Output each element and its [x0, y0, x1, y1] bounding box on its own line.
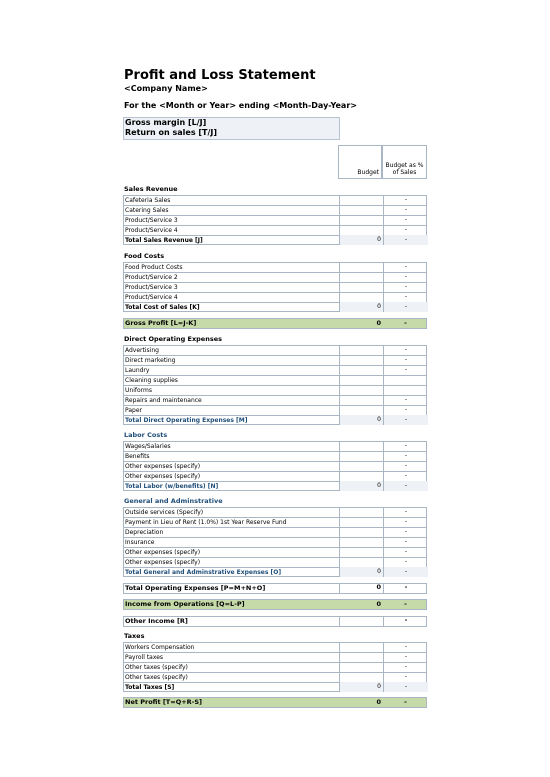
gross-profit-label: Gross Profit [L=J-K]: [125, 319, 197, 327]
total-row: [123, 567, 427, 577]
table-row: [123, 557, 427, 567]
budget-cell[interactable]: [339, 272, 383, 282]
row-label: Benefits: [125, 453, 150, 460]
income-operations-value: 0: [376, 600, 381, 608]
other-income-row: [123, 616, 427, 627]
row-label: Other expenses (specify): [125, 559, 201, 566]
pct-cell: -: [383, 527, 428, 537]
row-label: Other expenses (specify): [125, 473, 201, 480]
row-label: Direct marketing: [125, 357, 176, 364]
pct-cell: -: [383, 395, 428, 405]
pct-cell: -: [383, 471, 428, 481]
pct-cell: -: [383, 282, 428, 292]
pct-cell: -: [383, 205, 428, 215]
pct-cell: -: [383, 195, 428, 205]
total-label: Total Taxes [S]: [125, 684, 175, 691]
table-row: [123, 451, 427, 461]
row-label: Paper: [125, 407, 142, 414]
budget-cell[interactable]: [339, 537, 383, 547]
table-row: [123, 527, 427, 537]
other-income-value[interactable]: [339, 616, 383, 627]
pct-cell: -: [383, 272, 428, 282]
budget-cell[interactable]: [339, 547, 383, 557]
row-label: Repairs and maintenance: [125, 397, 202, 404]
table-row: [123, 405, 427, 415]
total-row: [123, 415, 427, 425]
pct-cell: -: [383, 405, 428, 415]
pct-cell: -: [383, 365, 428, 375]
pct-cell: -: [383, 415, 428, 425]
pct-cell: -: [383, 672, 428, 682]
budget-cell[interactable]: [339, 507, 383, 517]
pct-cell: -: [383, 547, 428, 557]
row-label: Other expenses (specify): [125, 463, 201, 470]
budget-column-header: Budget: [338, 145, 382, 179]
budget-cell[interactable]: [339, 375, 383, 385]
pct-cell: -: [383, 642, 428, 652]
pct-cell: -: [383, 682, 428, 692]
table-row: [123, 292, 427, 302]
row-label: Insurance: [125, 539, 155, 546]
pct-cell: [383, 385, 428, 395]
pct-cell: -: [383, 662, 428, 672]
table-row: [123, 205, 427, 215]
row-label: Product/Service 4: [125, 294, 178, 301]
pct-cell: -: [383, 355, 428, 365]
total-value: 0: [339, 481, 383, 491]
total-row: [123, 302, 427, 312]
budget-cell[interactable]: [339, 662, 383, 672]
table-row: [123, 672, 427, 682]
pct-cell: -: [383, 215, 428, 225]
budget-cell[interactable]: [339, 557, 383, 567]
pct-cell: -: [383, 461, 428, 471]
return-on-sales-label: Return on sales [T/J]: [125, 128, 218, 137]
budget-cell[interactable]: [339, 292, 383, 302]
table-row: [123, 395, 427, 405]
table-row: [123, 355, 427, 365]
period-line: For the <Month or Year> ending <Month-Day-Year>: [124, 101, 357, 110]
row-label: Payment in Lieu of Rent (1.0%) 1st Year Reserve Fund: [125, 519, 287, 526]
budget-cell[interactable]: [339, 441, 383, 451]
budget-pct-column-header: Budget as % of Sales: [382, 145, 427, 179]
table-row: [123, 507, 427, 517]
company-name: <Company Name>: [124, 84, 208, 93]
table-row: [123, 642, 427, 652]
table-row: [123, 345, 427, 355]
budget-cell[interactable]: [339, 451, 383, 461]
total-label: Total Direct Operating Expenses [M]: [125, 417, 248, 424]
total-value: 0: [339, 235, 383, 245]
other-income-label: Other Income [R]: [125, 617, 188, 625]
pct-cell: -: [383, 507, 428, 517]
total-row: [123, 481, 427, 491]
total-value: 0: [339, 302, 383, 312]
budget-cell[interactable]: [339, 527, 383, 537]
row-label: Catering Sales: [125, 207, 169, 214]
table-row: [123, 441, 427, 451]
row-label: Outside services (Specify): [125, 509, 204, 516]
budget-cell[interactable]: [339, 405, 383, 415]
total-label: Total Sales Revenue [J]: [125, 237, 203, 244]
table-row: [123, 282, 427, 292]
pct-cell: -: [383, 481, 428, 491]
pct-cell: -: [383, 262, 428, 272]
table-row: [123, 365, 427, 375]
budget-cell[interactable]: [339, 672, 383, 682]
total-value: 0: [339, 415, 383, 425]
row-label: Other expenses (specify): [125, 549, 201, 556]
section-heading: Sales Revenue: [124, 185, 178, 193]
table-row: [123, 662, 427, 672]
table-row: [123, 215, 427, 225]
pct-cell: -: [383, 537, 428, 547]
table-row: [123, 652, 427, 662]
table-row: [123, 517, 427, 527]
budget-cell[interactable]: [339, 345, 383, 355]
pct-cell: -: [404, 600, 407, 608]
budget-cell[interactable]: [339, 471, 383, 481]
table-row: [123, 272, 427, 282]
pct-cell: -: [383, 616, 428, 627]
budget-cell[interactable]: [339, 215, 383, 225]
budget-cell[interactable]: [339, 652, 383, 662]
pct-cell: -: [383, 567, 428, 577]
table-row: [123, 375, 427, 385]
gross-profit-value: 0: [376, 319, 381, 327]
total-row: [123, 682, 427, 692]
row-label: Other taxes (specify): [125, 664, 188, 671]
income-operations-label: Income from Operations [Q=L-P]: [125, 600, 245, 608]
ratio-box: [123, 117, 340, 140]
pct-cell: -: [383, 441, 428, 451]
net-profit-row: [123, 697, 427, 708]
table-row: [123, 262, 427, 272]
table-row: [123, 471, 427, 481]
pct-cell: -: [404, 698, 407, 706]
total-value: 0: [339, 567, 383, 577]
gross-margin-label: Gross margin [L/J]: [125, 118, 207, 127]
total-operating-label: Total Operating Expenses [P=M+N+O]: [125, 584, 266, 592]
gross-profit-row: [123, 318, 427, 329]
table-row: [123, 225, 427, 235]
row-label: Advertising: [125, 347, 159, 354]
pct-cell: -: [383, 517, 428, 527]
table-row: [123, 461, 427, 471]
total-operating-row: [123, 583, 427, 594]
section-heading: General and Adminstrative: [124, 497, 223, 505]
row-label: Workers Compensation: [125, 644, 195, 651]
budget-cell[interactable]: [339, 355, 383, 365]
section-heading: Direct Operating Expenses: [124, 335, 222, 343]
table-row: [123, 195, 427, 205]
budget-cell[interactable]: [339, 205, 383, 215]
budget-cell[interactable]: [339, 365, 383, 375]
row-label: Laundry: [125, 367, 150, 374]
pct-cell: -: [383, 652, 428, 662]
pct-cell: -: [404, 319, 407, 327]
income-operations-row: [123, 599, 427, 610]
pct-cell: -: [383, 345, 428, 355]
budget-cell[interactable]: [339, 517, 383, 527]
budget-cell[interactable]: [339, 225, 383, 235]
table-row: [123, 547, 427, 557]
row-label: Uniforms: [125, 387, 152, 394]
net-profit-value: 0: [376, 698, 381, 706]
budget-cell[interactable]: [339, 395, 383, 405]
pct-cell: -: [383, 583, 428, 594]
row-label: Depreciation: [125, 529, 164, 536]
budget-cell[interactable]: [339, 385, 383, 395]
section-heading: Labor Costs: [124, 431, 168, 439]
pct-cell: -: [383, 235, 428, 245]
pct-cell: -: [383, 302, 428, 312]
pct-cell: -: [383, 557, 428, 567]
total-label: Total Cost of Sales [K]: [125, 304, 200, 311]
total-operating-value: 0: [339, 583, 383, 594]
total-label: Total Labor (w/benefits) [N]: [125, 483, 219, 490]
page-title: Profit and Loss Statement: [124, 68, 316, 83]
total-value: 0: [339, 682, 383, 692]
pct-cell: -: [383, 451, 428, 461]
row-label: Product/Service 4: [125, 227, 178, 234]
section-heading: Taxes: [124, 632, 145, 640]
budget-cell[interactable]: [339, 461, 383, 471]
pct-cell: -: [383, 225, 428, 235]
table-row: [123, 385, 427, 395]
budget-cell[interactable]: [339, 282, 383, 292]
budget-cell[interactable]: [339, 195, 383, 205]
row-label: Wages/Salaries: [125, 443, 171, 450]
section-heading: Food Costs: [124, 252, 165, 260]
table-row: [123, 537, 427, 547]
net-profit-label: Net Profit [T=Q+R-S]: [125, 698, 203, 706]
total-row: [123, 235, 427, 245]
row-label: Cafeteria Sales: [125, 197, 171, 204]
row-label: Product/Service 3: [125, 217, 178, 224]
row-label: Product/Service 3: [125, 284, 178, 291]
total-label: Total General and Adminstrative Expenses [O]: [125, 569, 282, 576]
budget-cell[interactable]: [339, 642, 383, 652]
pct-cell: -: [383, 292, 428, 302]
row-label: Cleaning supplies: [125, 377, 178, 384]
budget-cell[interactable]: [339, 262, 383, 272]
row-label: Product/Service 2: [125, 274, 178, 281]
row-label: Payroll taxes: [125, 654, 164, 661]
row-label: Other taxes (specify): [125, 674, 188, 681]
pct-cell: [383, 375, 428, 385]
row-label: Food Product Costs: [125, 264, 183, 271]
